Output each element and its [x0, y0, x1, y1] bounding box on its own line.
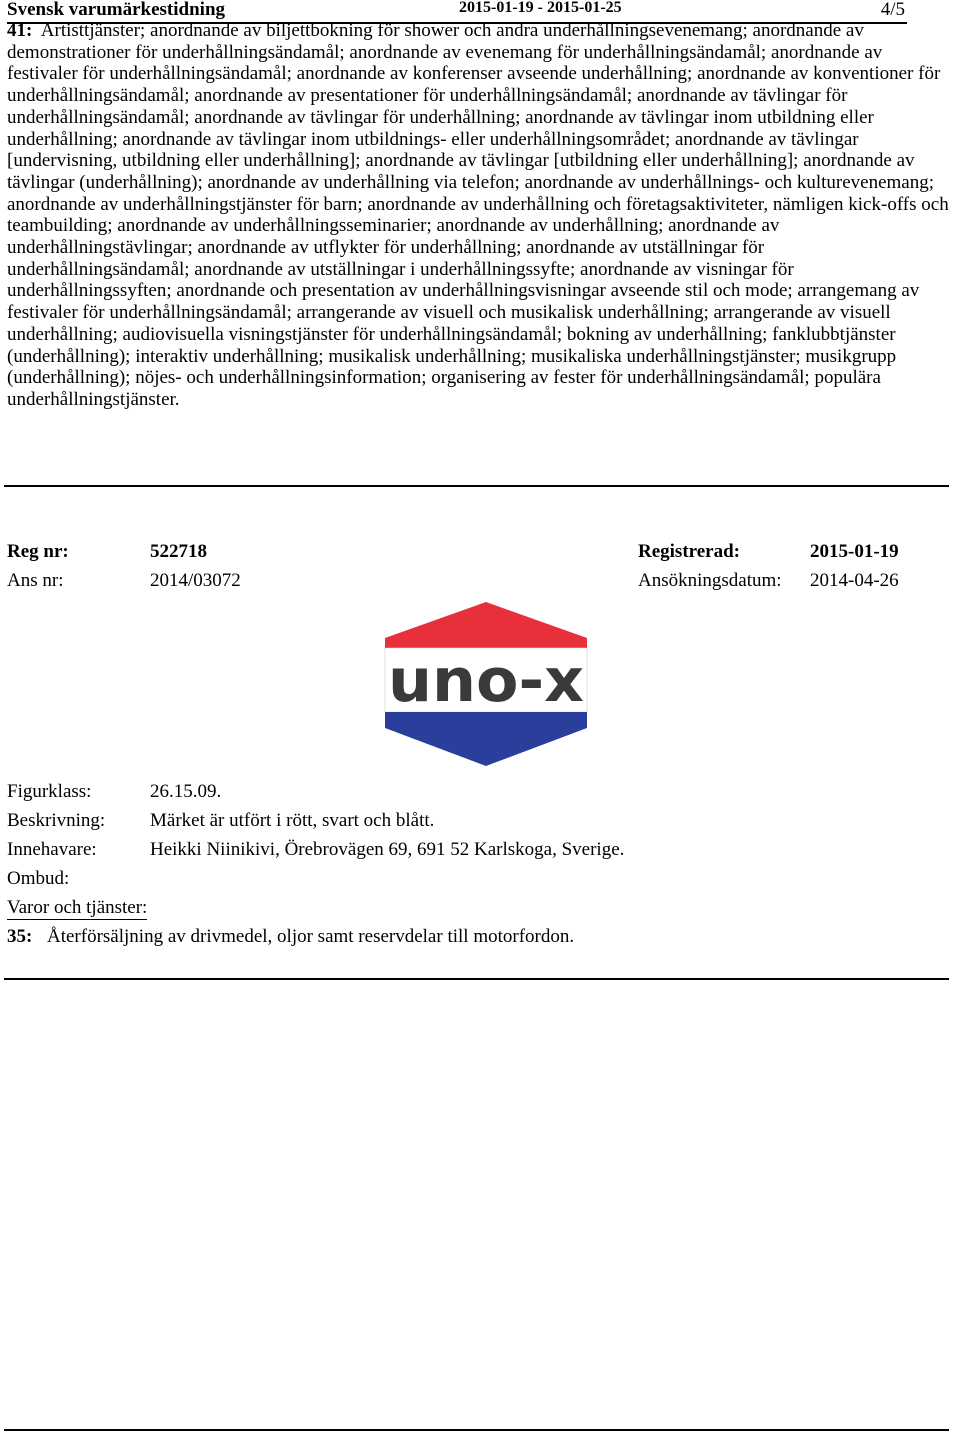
reg-nr-label: Reg nr: [7, 541, 69, 562]
innehavare-value: Heikki Niinikivi, Örebrovägen 69, 691 52 Karlskoga, Sverige. [150, 839, 625, 860]
registered-value: 2015-01-19 [810, 541, 899, 562]
trademark-logo [380, 600, 592, 768]
figurklass-value: 26.15.09. [150, 781, 222, 802]
uno-x-logo-image [380, 600, 592, 768]
logo-red-band [385, 602, 587, 648]
class-41-number: 41: [7, 20, 33, 41]
varor-och-tjanster-label: Varor och tjänster: [7, 897, 148, 918]
application-date-label: Ansökningsdatum: [638, 570, 782, 591]
services-class-41 [7, 20, 949, 411]
journal-title: Svensk varumärkestidning [7, 0, 226, 20]
logo-blue-band [385, 712, 587, 766]
innehavare-label: Innehavare: [7, 839, 97, 860]
beskrivning-value: Märket är utfört i rött, svart och blått. [150, 810, 435, 831]
class-41-text: Artisttjänster; anordnande av biljettbokning för shower och andra underhållningsevenemang; anordnande av demonstrationer för underhållningsändamål; anordnande av evenemang för underhållningsändamål; anordnande av festivaler för underhållningsändamål; anordnande av konferenser avseende underhållning; anordnande av konventioner för underhållningsändamål; anordnande av presentationer för underhållningsändamål; anordnande av tävlingar för underhållningsändamål; anordnande av tävlingar för underhållning; anordnande av tävlingar inom utbildning eller underhållning; anordnande av tävlingar inom utbildnings- eller underhållningsområdet; anordnande av tävlingar [undervisning, utbildning eller underhållning]; anordnande av tävlingar [utbildning eller underhållning]; anordnande av tävlingar (underhållning); anordnande av underhållning via telefon; anordnande av underhållnings- och kulturevenemang; anordnande av underhållningstjänster för barn; anordnande av underhållning och företagsaktiviteter, nämligen kick-offs och teambuilding; anordnande av underhållningsseminarier; anordnande av underhållning; anordnande av underhållningstävlingar; anordnande av utflykter för underhållning; anordnande av utställningar för underhållningsändamål; anordnande av utställningar i underhållningssyfte; anordnande av visningar för underhållningssyften; anordnande och presentation av underhållningsvisningar avseende stil och mode; arrangemang av festivaler för underhållningsändamål; arrangerande av visuell och musikalisk underhållning; arrangerande av visuell underhållning; audiovisuella visningstjänster för underhållningsändamål; bokning av underhållning; fanklubbtjänster (underhållning); interaktiv underhållning; musikalisk underhållning; musikaliska underhållningstjänster; musikgrupp (underhållning); nöjes- och underhållningsinformation; organisering av fester för underhållningsändamål; populära underhållningstjänster. [7, 20, 949, 410]
publication-period: 2015-01-19 - 2015-01-25 [459, 0, 622, 16]
entry-divider-bottom [4, 978, 949, 980]
ans-nr-value: 2014/03072 [150, 570, 241, 591]
logo-wordmark: uno-x [388, 646, 584, 716]
ombud-label: Ombud: [7, 868, 70, 889]
ans-nr-label: Ans nr: [7, 570, 64, 591]
reg-nr-value: 522718 [150, 541, 207, 562]
page-bottom-rule [4, 1429, 949, 1431]
entry-divider-top [4, 485, 949, 487]
page-number: 4/5 [880, 0, 905, 20]
class-35-number: 35: [7, 926, 33, 947]
class-35-text: Återförsäljning av drivmedel, oljor samt reservdelar till motorfordon. [47, 926, 575, 947]
beskrivning-label: Beskrivning: [7, 810, 106, 831]
registered-label: Registrerad: [638, 541, 741, 562]
figurklass-label: Figurklass: [7, 781, 92, 802]
application-date-value: 2014-04-26 [810, 570, 899, 591]
